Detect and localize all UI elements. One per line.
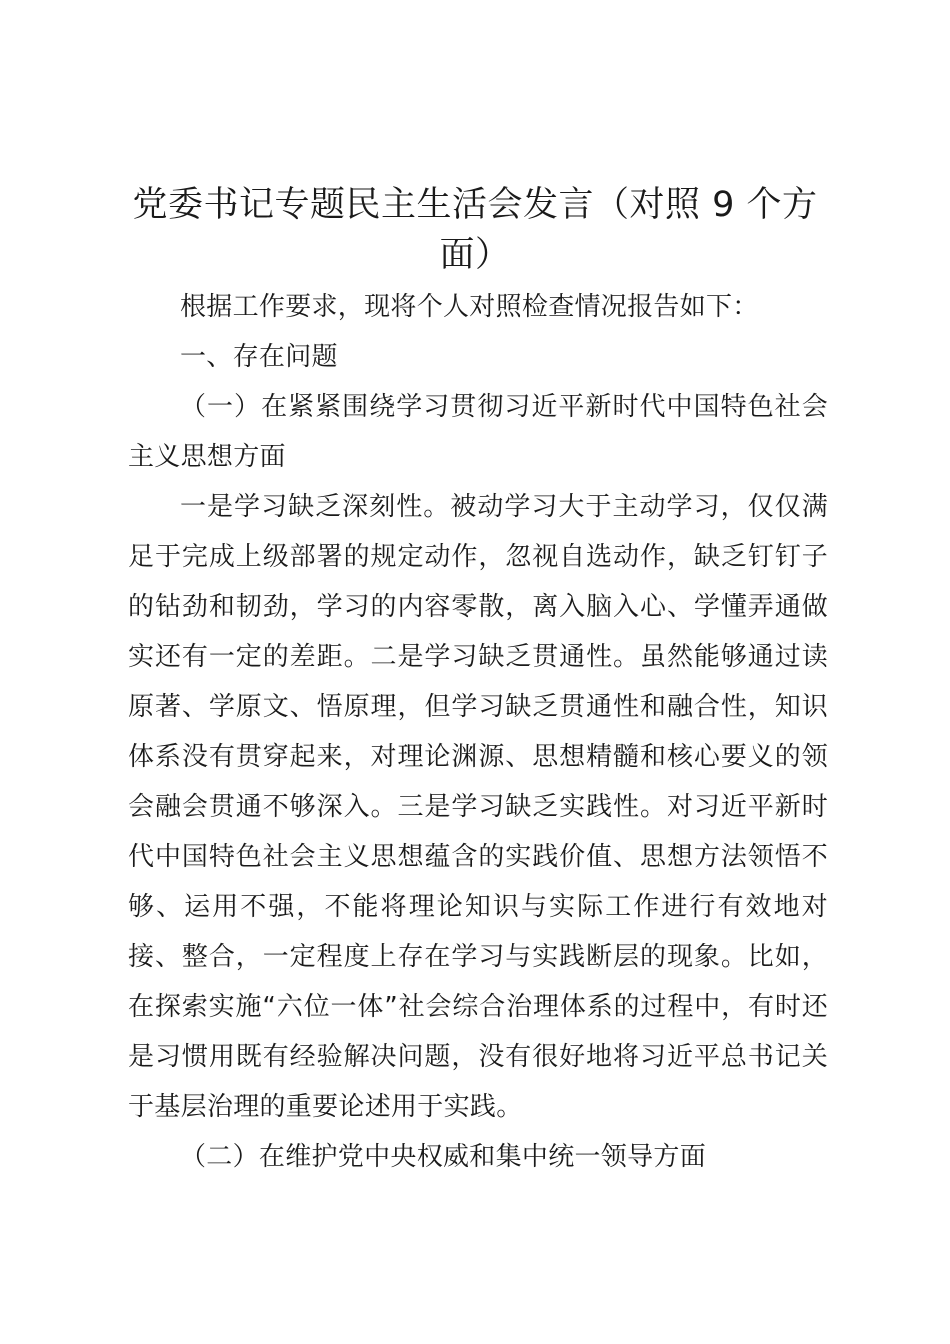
subsection-heading: （一）在紧紧围绕学习贯彻习近平新时代中国特色社会主义思想方面	[128, 392, 828, 472]
body-paragraph: 一是学习缺乏深刻性。被动学习大于主动学习，仅仅满足于完成上级部署的规定动作，忽视自选动作，缺乏钉钉子的钻劲和韧劲，学习的内容零散，离入脑入心、学懂弄通做实还有一定的差距。二是学习缺乏贯通性。虽然能够通过读原著、学原文、悟原理，但学习缺乏贯通性和融合性，知识体系没有贯穿起来，对理论渊源、思想精髓和核心要义的领会融会贯通不够深入。三是学习缺乏实践性。对习近平新时代中国特色社会主义思想蕴含的实践价值、思想方法领悟不够、运用不强，不能将理论知识与实际工作进行有效地对接、整合，一定程度上存在学习与实践断层的现象。比如，在探索实施“六位一体”社会综合治理体系的过程中，有时还是习惯用既有经验解决问题，没有很好地将习近平总书记关于基层治理的重要论述用于实践。	[128, 492, 828, 1122]
intro-paragraph: 根据工作要求，现将个人对照检查情况报告如下：	[180, 292, 759, 322]
document-title: 党委书记专题民主生活会发言（对照 9 个方面）	[132, 185, 818, 275]
section-heading: 一、存在问题	[180, 342, 338, 372]
subsection-heading: （二）在维护党中央权威和集中统一领导方面	[180, 1142, 707, 1172]
document-body	[128, 282, 828, 1182]
